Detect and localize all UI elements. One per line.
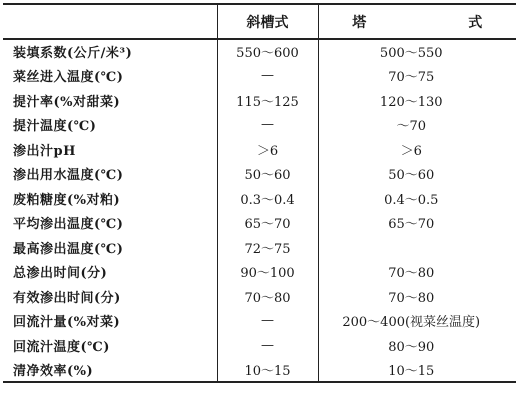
table-row bbox=[3, 284, 516, 309]
row-value-b: 10～15 bbox=[318, 358, 516, 383]
header-col-a: 斜槽式 bbox=[217, 4, 318, 39]
table-row bbox=[3, 235, 516, 260]
header-col-b bbox=[318, 4, 516, 39]
table-header bbox=[3, 4, 516, 39]
row-value-b: 0.4～0.5 bbox=[318, 186, 516, 211]
row-value-b: 80～90 bbox=[318, 333, 516, 358]
table-row bbox=[3, 64, 516, 89]
table-row bbox=[3, 309, 516, 334]
row-value-a: 65～70 bbox=[217, 211, 318, 236]
table-row bbox=[3, 358, 516, 383]
row-value-a: 115～125 bbox=[217, 88, 318, 113]
row-value-a: — bbox=[217, 333, 318, 358]
row-value-b bbox=[318, 235, 516, 260]
table-row bbox=[3, 113, 516, 138]
row-value-a: — bbox=[217, 113, 318, 138]
header-row bbox=[3, 4, 516, 39]
table-row bbox=[3, 186, 516, 211]
table-row bbox=[3, 39, 516, 64]
row-value-a: — bbox=[217, 309, 318, 334]
row-value-b: ＞6 bbox=[318, 137, 516, 162]
row-value-a: 90～100 bbox=[217, 260, 318, 285]
row-value-b: ～70 bbox=[318, 113, 516, 138]
row-value-a: 550～600 bbox=[217, 39, 318, 64]
table-body bbox=[3, 39, 516, 382]
header-col-b-label: 塔 式 bbox=[352, 14, 483, 31]
row-value-a: 0.3～0.4 bbox=[217, 186, 318, 211]
row-param: 回流汁量(%对菜) bbox=[13, 315, 121, 331]
row-param: 菜丝进入温度(℃) bbox=[13, 70, 124, 86]
row-param: 清净效率(%) bbox=[3, 358, 217, 383]
row-value-a: 50～60 bbox=[217, 162, 318, 187]
header-param bbox=[3, 4, 217, 39]
row-param: 废粕糖度(%对粕) bbox=[13, 192, 121, 208]
row-param: 平均渗出温度(℃) bbox=[13, 217, 124, 233]
row-value-b: 65～70 bbox=[318, 211, 516, 236]
row-value-b: 500～550 bbox=[318, 39, 516, 64]
comparison-table bbox=[3, 3, 516, 383]
row-value-b: 50～60 bbox=[318, 162, 516, 187]
row-param: 渗出用水温度(℃) bbox=[13, 168, 124, 184]
table-row bbox=[3, 333, 516, 358]
row-param: 提汁温度(℃) bbox=[13, 119, 97, 135]
row-value-a: ＞6 bbox=[217, 137, 318, 162]
table-row bbox=[3, 211, 516, 236]
row-value-a: — bbox=[217, 64, 318, 89]
table-row bbox=[3, 137, 516, 162]
row-value-b: 70～75 bbox=[318, 64, 516, 89]
row-param: 最高渗出温度(℃) bbox=[13, 241, 124, 257]
table-row bbox=[3, 260, 516, 285]
row-value-b: 120～130 bbox=[318, 88, 516, 113]
row-value-b: 70～80 bbox=[318, 284, 516, 309]
row-value-a: 10～15 bbox=[217, 358, 318, 383]
row-param: 渗出汁pH bbox=[13, 143, 76, 159]
table-row bbox=[3, 88, 516, 113]
row-value-b: 200～400(视菜丝温度) bbox=[318, 309, 516, 334]
row-value-a: 70～80 bbox=[217, 284, 318, 309]
row-param: 有效渗出时间(分) bbox=[13, 290, 121, 306]
row-value-b: 70～80 bbox=[318, 260, 516, 285]
row-param: 装填系数(公斤/米³) bbox=[13, 46, 133, 62]
row-param: 提汁率(%对甜菜) bbox=[13, 94, 121, 110]
row-value-a: 72～75 bbox=[217, 235, 318, 260]
table-row bbox=[3, 162, 516, 187]
row-param: 总渗出时间(分) bbox=[13, 266, 108, 282]
row-param: 回流汁温度(℃) bbox=[13, 339, 110, 355]
